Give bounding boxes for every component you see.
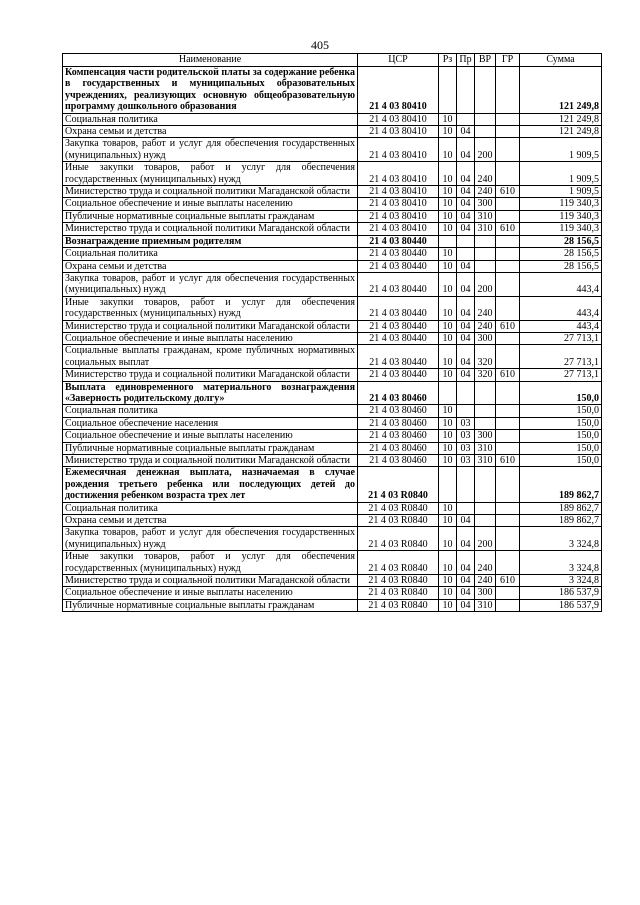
table-row	[63, 381, 602, 405]
cell-name: Министерство труда и социальной политики Магаданской области	[63, 455, 358, 467]
cell-csr: 21 4 03 80410	[358, 210, 439, 222]
header-sum: Сумма	[520, 54, 602, 67]
cell-rz	[439, 381, 457, 405]
cell-vr: 310	[475, 455, 496, 467]
cell-pr	[457, 502, 475, 514]
table-row	[63, 417, 602, 429]
cell-rz: 10	[439, 260, 457, 272]
cell-name: Социальная политика	[63, 248, 358, 260]
cell-gr	[496, 198, 520, 210]
cell-rz: 10	[439, 502, 457, 514]
cell-csr: 21 4 03 80440	[358, 272, 439, 296]
cell-csr: 21 4 03 80460	[358, 405, 439, 417]
cell-rz: 10	[439, 455, 457, 467]
cell-pr: 04	[457, 527, 475, 551]
cell-gr	[496, 430, 520, 442]
cell-gr	[496, 260, 520, 272]
cell-rz: 10	[439, 515, 457, 527]
cell-rz: 10	[439, 345, 457, 369]
cell-sum: 28 156,5	[520, 248, 602, 260]
cell-vr: 320	[475, 369, 496, 381]
cell-rz: 10	[439, 430, 457, 442]
header-pr: Пр	[457, 54, 475, 67]
table-body	[63, 67, 602, 612]
cell-pr: 04	[457, 320, 475, 332]
table-row	[63, 260, 602, 272]
header-name: Наименование	[63, 54, 358, 67]
cell-pr: 04	[457, 587, 475, 599]
cell-name: Закупка товаров, работ и услуг для обеспечения государственных (муниципальных) нужд	[63, 272, 358, 296]
table-row	[63, 126, 602, 138]
cell-sum: 121 249,8	[520, 67, 602, 114]
cell-gr	[496, 442, 520, 454]
cell-rz: 10	[439, 138, 457, 162]
cell-pr: 04	[457, 272, 475, 296]
cell-pr: 04	[457, 332, 475, 344]
cell-vr: 310	[475, 223, 496, 235]
cell-csr: 21 4 03 80440	[358, 260, 439, 272]
cell-csr: 21 4 03 80460	[358, 430, 439, 442]
cell-gr: 610	[496, 320, 520, 332]
cell-csr: 21 4 03 80410	[358, 223, 439, 235]
cell-vr: 200	[475, 138, 496, 162]
table-row	[63, 405, 602, 417]
cell-vr	[475, 235, 496, 247]
cell-csr: 21 4 03 80410	[358, 113, 439, 125]
cell-name: Иные закупки товаров, работ и услуг для обеспечения государственных (муниципальных) нужд	[63, 162, 358, 186]
cell-pr: 04	[457, 126, 475, 138]
cell-csr: 21 4 03 R0840	[358, 515, 439, 527]
cell-pr: 04	[457, 551, 475, 575]
table-row	[63, 186, 602, 198]
cell-vr	[475, 417, 496, 429]
cell-sum: 28 156,5	[520, 235, 602, 247]
cell-name: Социальная политика	[63, 502, 358, 514]
cell-vr: 240	[475, 186, 496, 198]
cell-rz: 10	[439, 442, 457, 454]
cell-sum: 119 340,3	[520, 210, 602, 222]
cell-vr: 200	[475, 272, 496, 296]
cell-pr	[457, 67, 475, 114]
cell-name: Социальная политика	[63, 113, 358, 125]
cell-vr	[475, 260, 496, 272]
cell-vr: 240	[475, 296, 496, 320]
page-number: 405	[311, 38, 329, 52]
cell-vr	[475, 467, 496, 502]
cell-gr	[496, 210, 520, 222]
cell-pr: 04	[457, 345, 475, 369]
cell-name: Закупка товаров, работ и услуг для обеспечения государственных (муниципальных) нужд	[63, 138, 358, 162]
cell-sum: 150,0	[520, 455, 602, 467]
cell-csr: 21 4 03 80410	[358, 126, 439, 138]
cell-sum: 150,0	[520, 417, 602, 429]
cell-vr: 300	[475, 430, 496, 442]
cell-pr	[457, 467, 475, 502]
cell-name: Социальное обеспечение и иные выплаты населению	[63, 198, 358, 210]
cell-rz: 10	[439, 126, 457, 138]
cell-csr: 21 4 03 80460	[358, 381, 439, 405]
cell-vr	[475, 248, 496, 260]
cell-sum: 1 909,5	[520, 186, 602, 198]
header-rz: Рз	[439, 54, 457, 67]
cell-sum: 1 909,5	[520, 162, 602, 186]
cell-csr: 21 4 03 80410	[358, 67, 439, 114]
cell-pr	[457, 381, 475, 405]
cell-pr: 04	[457, 198, 475, 210]
cell-name: Ежемесячная денежная выплата, назначаемая в случае рождения третьего ребенка или последующих детей до достижения ребенком возраста трех лет	[63, 467, 358, 502]
cell-rz: 10	[439, 575, 457, 587]
cell-sum: 119 340,3	[520, 198, 602, 210]
cell-csr: 21 4 03 80440	[358, 235, 439, 247]
cell-name: Министерство труда и социальной политики Магаданской области	[63, 369, 358, 381]
cell-pr: 04	[457, 223, 475, 235]
cell-vr	[475, 405, 496, 417]
table-row	[63, 320, 602, 332]
table-row	[63, 599, 602, 611]
cell-pr: 04	[457, 138, 475, 162]
cell-rz	[439, 67, 457, 114]
cell-sum: 150,0	[520, 381, 602, 405]
cell-gr	[496, 551, 520, 575]
cell-name: Министерство труда и социальной политики Магаданской области	[63, 223, 358, 235]
cell-name: Публичные нормативные социальные выплаты гражданам	[63, 599, 358, 611]
cell-pr: 04	[457, 369, 475, 381]
cell-csr: 21 4 03 80460	[358, 417, 439, 429]
table-row	[63, 67, 602, 114]
table-row	[63, 575, 602, 587]
cell-name: Охрана семьи и детства	[63, 126, 358, 138]
table-row	[63, 551, 602, 575]
table-row	[63, 515, 602, 527]
cell-vr: 310	[475, 442, 496, 454]
cell-sum: 3 324,8	[520, 551, 602, 575]
cell-rz: 10	[439, 248, 457, 260]
cell-name: Министерство труда и социальной политики Магаданской области	[63, 186, 358, 198]
cell-name: Публичные нормативные социальные выплаты гражданам	[63, 210, 358, 222]
cell-sum: 121 249,8	[520, 113, 602, 125]
cell-sum: 186 537,9	[520, 587, 602, 599]
table-row	[63, 332, 602, 344]
cell-rz: 10	[439, 599, 457, 611]
cell-sum: 27 713,1	[520, 369, 602, 381]
cell-name: Охрана семьи и детства	[63, 515, 358, 527]
cell-gr: 610	[496, 186, 520, 198]
table-row	[63, 527, 602, 551]
budget-table	[62, 53, 602, 612]
cell-pr: 03	[457, 442, 475, 454]
cell-csr: 21 4 03 80440	[358, 332, 439, 344]
cell-sum: 27 713,1	[520, 332, 602, 344]
cell-vr	[475, 502, 496, 514]
header-gr: ГР	[496, 54, 520, 67]
cell-csr: 21 4 03 80460	[358, 455, 439, 467]
cell-sum: 121 249,8	[520, 126, 602, 138]
cell-rz: 10	[439, 198, 457, 210]
cell-vr	[475, 515, 496, 527]
cell-csr: 21 4 03 80410	[358, 138, 439, 162]
cell-rz: 10	[439, 113, 457, 125]
cell-gr: 610	[496, 223, 520, 235]
cell-csr: 21 4 03 R0840	[358, 467, 439, 502]
table-row	[63, 430, 602, 442]
cell-rz: 10	[439, 296, 457, 320]
cell-gr	[496, 126, 520, 138]
cell-pr: 04	[457, 599, 475, 611]
cell-vr	[475, 113, 496, 125]
cell-csr: 21 4 03 80440	[358, 296, 439, 320]
cell-sum: 189 862,7	[520, 515, 602, 527]
cell-name: Социальное обеспечение и иные выплаты населению	[63, 332, 358, 344]
cell-csr: 21 4 03 80440	[358, 345, 439, 369]
cell-rz: 10	[439, 417, 457, 429]
cell-csr: 21 4 03 R0840	[358, 527, 439, 551]
cell-sum: 189 862,7	[520, 502, 602, 514]
cell-csr: 21 4 03 80440	[358, 369, 439, 381]
cell-gr	[496, 405, 520, 417]
cell-rz: 10	[439, 405, 457, 417]
cell-pr: 04	[457, 575, 475, 587]
cell-gr	[496, 502, 520, 514]
cell-sum: 150,0	[520, 430, 602, 442]
cell-name: Охрана семьи и детства	[63, 260, 358, 272]
cell-rz	[439, 235, 457, 247]
cell-pr	[457, 113, 475, 125]
cell-name: Социальное обеспечение населения	[63, 417, 358, 429]
table-row	[63, 272, 602, 296]
cell-csr: 21 4 03 80410	[358, 198, 439, 210]
table-row	[63, 248, 602, 260]
cell-pr: 04	[457, 162, 475, 186]
cell-rz: 10	[439, 320, 457, 332]
cell-gr	[496, 599, 520, 611]
table-row	[63, 369, 602, 381]
cell-pr: 03	[457, 417, 475, 429]
cell-vr: 200	[475, 527, 496, 551]
table-row	[63, 296, 602, 320]
cell-name: Вознаграждение приемным родителям	[63, 235, 358, 247]
table-row	[63, 113, 602, 125]
cell-pr: 04	[457, 210, 475, 222]
cell-name: Иные закупки товаров, работ и услуг для обеспечения государственных (муниципальных) нужд	[63, 551, 358, 575]
cell-gr: 610	[496, 455, 520, 467]
table-row	[63, 223, 602, 235]
table-row	[63, 455, 602, 467]
cell-sum: 150,0	[520, 405, 602, 417]
cell-sum: 27 713,1	[520, 345, 602, 369]
cell-pr: 04	[457, 260, 475, 272]
cell-csr: 21 4 03 80410	[358, 186, 439, 198]
cell-csr: 21 4 03 R0840	[358, 551, 439, 575]
cell-vr: 310	[475, 210, 496, 222]
cell-sum: 119 340,3	[520, 223, 602, 235]
cell-vr: 310	[475, 599, 496, 611]
cell-sum: 150,0	[520, 442, 602, 454]
cell-gr: 610	[496, 575, 520, 587]
cell-csr: 21 4 03 80460	[358, 442, 439, 454]
cell-rz: 10	[439, 332, 457, 344]
cell-gr	[496, 381, 520, 405]
cell-rz: 10	[439, 527, 457, 551]
cell-pr	[457, 248, 475, 260]
cell-gr	[496, 67, 520, 114]
cell-gr	[496, 345, 520, 369]
cell-name: Социальное обеспечение и иные выплаты населению	[63, 430, 358, 442]
cell-csr: 21 4 03 R0840	[358, 599, 439, 611]
table-row	[63, 210, 602, 222]
cell-sum: 3 324,8	[520, 575, 602, 587]
header-csr: ЦСР	[358, 54, 439, 67]
cell-gr	[496, 296, 520, 320]
cell-name: Иные закупки товаров, работ и услуг для обеспечения государственных (муниципальных) нужд	[63, 296, 358, 320]
cell-pr: 03	[457, 430, 475, 442]
cell-name: Публичные нормативные социальные выплаты гражданам	[63, 442, 358, 454]
cell-pr: 04	[457, 515, 475, 527]
cell-csr: 21 4 03 80440	[358, 248, 439, 260]
cell-sum: 186 537,9	[520, 599, 602, 611]
cell-gr	[496, 467, 520, 502]
cell-csr: 21 4 03 80440	[358, 320, 439, 332]
cell-sum: 443,4	[520, 272, 602, 296]
header-vr: ВР	[475, 54, 496, 67]
cell-sum: 189 862,7	[520, 467, 602, 502]
cell-gr	[496, 138, 520, 162]
table-row	[63, 502, 602, 514]
cell-vr: 240	[475, 162, 496, 186]
cell-sum: 443,4	[520, 320, 602, 332]
cell-name: Министерство труда и социальной политики Магаданской области	[63, 575, 358, 587]
cell-pr: 04	[457, 186, 475, 198]
cell-sum: 3 324,8	[520, 527, 602, 551]
cell-pr: 03	[457, 455, 475, 467]
cell-vr	[475, 67, 496, 114]
cell-gr	[496, 272, 520, 296]
cell-rz: 10	[439, 223, 457, 235]
cell-csr: 21 4 03 R0840	[358, 575, 439, 587]
cell-name: Социальная политика	[63, 405, 358, 417]
cell-gr	[496, 332, 520, 344]
cell-sum: 1 909,5	[520, 138, 602, 162]
cell-gr	[496, 113, 520, 125]
cell-name: Компенсация части родительской платы за содержание ребенка в государственных и муниципальных образовательных учреждениях, реализующих основную общеобразовательную программу дошкольного образования	[63, 67, 358, 114]
cell-csr: 21 4 03 R0840	[358, 502, 439, 514]
cell-vr: 300	[475, 198, 496, 210]
table-row	[63, 345, 602, 369]
cell-gr	[496, 235, 520, 247]
cell-gr	[496, 527, 520, 551]
table-row	[63, 162, 602, 186]
cell-vr: 240	[475, 551, 496, 575]
cell-sum: 443,4	[520, 296, 602, 320]
cell-gr	[496, 515, 520, 527]
table-row	[63, 467, 602, 502]
cell-csr: 21 4 03 R0840	[358, 587, 439, 599]
cell-name: Выплата единовременного материального вознаграждения «Заверность родительскому долгу»	[63, 381, 358, 405]
cell-rz: 10	[439, 210, 457, 222]
table-row	[63, 442, 602, 454]
cell-rz: 10	[439, 272, 457, 296]
cell-name: Социальные выплаты гражданам, кроме публичных нормативных социальных выплат	[63, 345, 358, 369]
cell-pr	[457, 235, 475, 247]
cell-gr	[496, 417, 520, 429]
cell-vr: 320	[475, 345, 496, 369]
cell-vr: 240	[475, 320, 496, 332]
cell-name: Закупка товаров, работ и услуг для обеспечения государственных (муниципальных) нужд	[63, 527, 358, 551]
cell-vr: 240	[475, 575, 496, 587]
table-header-row	[63, 54, 602, 67]
cell-rz: 10	[439, 186, 457, 198]
cell-gr	[496, 162, 520, 186]
cell-pr	[457, 405, 475, 417]
table-row	[63, 198, 602, 210]
cell-name: Социальное обеспечение и иные выплаты населению	[63, 587, 358, 599]
cell-rz: 10	[439, 551, 457, 575]
cell-rz	[439, 467, 457, 502]
cell-gr	[496, 587, 520, 599]
cell-rz: 10	[439, 369, 457, 381]
cell-gr	[496, 248, 520, 260]
table-row	[63, 587, 602, 599]
cell-vr	[475, 381, 496, 405]
cell-vr: 300	[475, 587, 496, 599]
cell-gr: 610	[496, 369, 520, 381]
cell-pr: 04	[457, 296, 475, 320]
cell-sum: 28 156,5	[520, 260, 602, 272]
cell-rz: 10	[439, 162, 457, 186]
cell-name: Министерство труда и социальной политики Магаданской области	[63, 320, 358, 332]
cell-rz: 10	[439, 587, 457, 599]
table-row	[63, 235, 602, 247]
cell-vr: 300	[475, 332, 496, 344]
cell-vr	[475, 126, 496, 138]
cell-csr: 21 4 03 80410	[358, 162, 439, 186]
table-row	[63, 138, 602, 162]
